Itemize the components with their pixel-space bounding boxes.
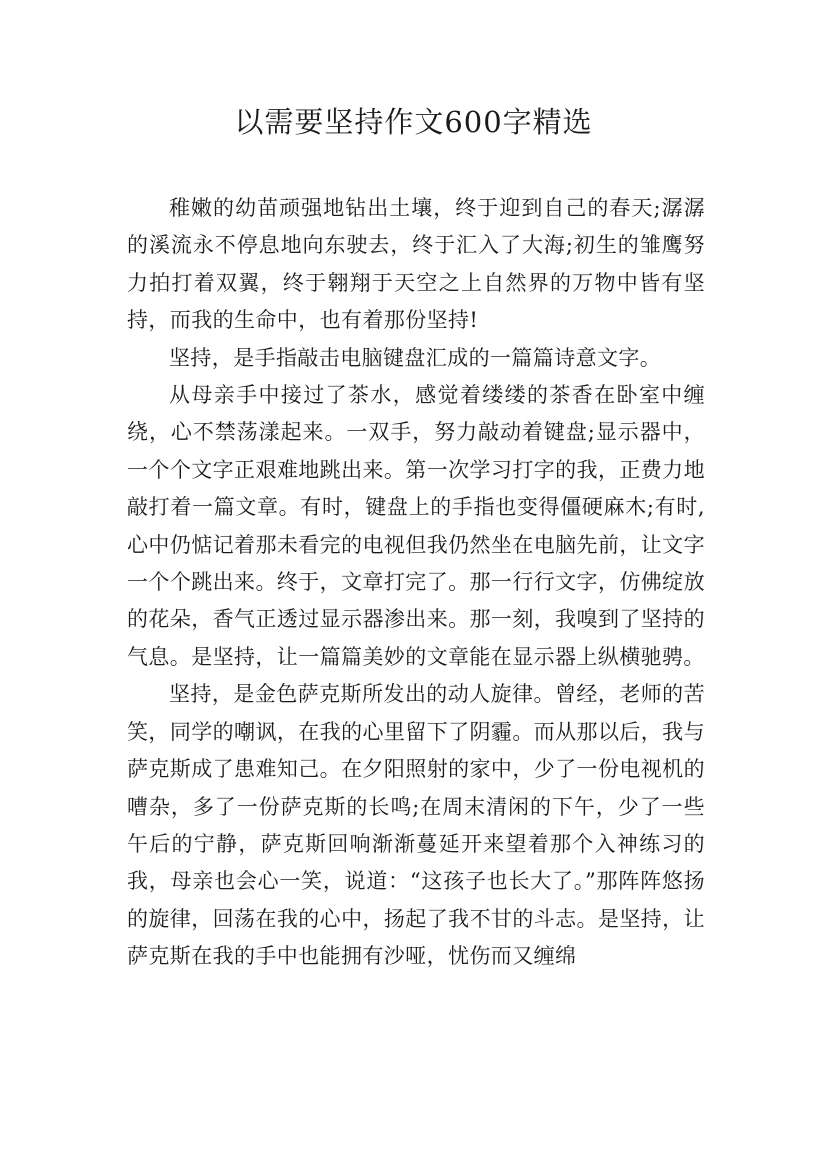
paragraph-4: 坚持，是金色萨克斯所发出的动人旋律。曾经，老师的苦笑，同学的嘲讽，在我的心里留下了阴霾。而从那以后，我与萨克斯成了患难知己。在夕阳照射的家中，少了一份电视机的嘈杂，多了一份萨克斯的长鸣;在周末清闲的下午，少了一些午后的宁静，萨克斯回响渐渐蔓延开来望着那个入神练习的我，母亲也会心一笑，说道：“这孩子也长大了。”那阵阵悠扬的旋律，回荡在我的心中，扬起了我不甘的斗志。是坚持，让萨克斯在我的手中也能拥有沙哑，忧伤而又缠绵: [127, 682, 705, 969]
document-title: 以需要坚持作文600字精选: [234, 105, 593, 139]
paragraph-3: 从母亲手中接过了茶水，感觉着缕缕的茶香在卧室中缠绕，心不禁荡漾起来。一双手，努力敲动着键盘;显示器中，一个个文字正艰难地跳出来。第一次学习打字的我，正费力地敲打着一篇文章。有时，键盘上的手指也变得僵硬麻木;有时,心中仍惦记着那未看完的电视但我仍然坐在电脑先前，让文字一个个跳出来。终于，文章打完了。那一行行文字，仿佛绽放的花朵，香气正透过显示器渗出来。那一刻，我嗅到了坚持的气息。是坚持，让一篇篇美妙的文章能在显示器上纵横驰骋。: [127, 383, 705, 669]
document-body: [127, 190, 705, 976]
paragraph-1: 稚嫩的幼苗顽强地钻出土壤，终于迎到自己的春天;潺潺的溪流永不停息地向东驶去，终于汇入了大海;初生的雏鹰努力拍打着双翼，终于翱翔于天空之上自然界的万物中皆有坚持，而我的生命中，也有着那份坚持!: [127, 196, 705, 333]
paragraph-2: 坚持，是手指敲击电脑键盘汇成的一篇篇诗意文字。: [169, 345, 662, 370]
